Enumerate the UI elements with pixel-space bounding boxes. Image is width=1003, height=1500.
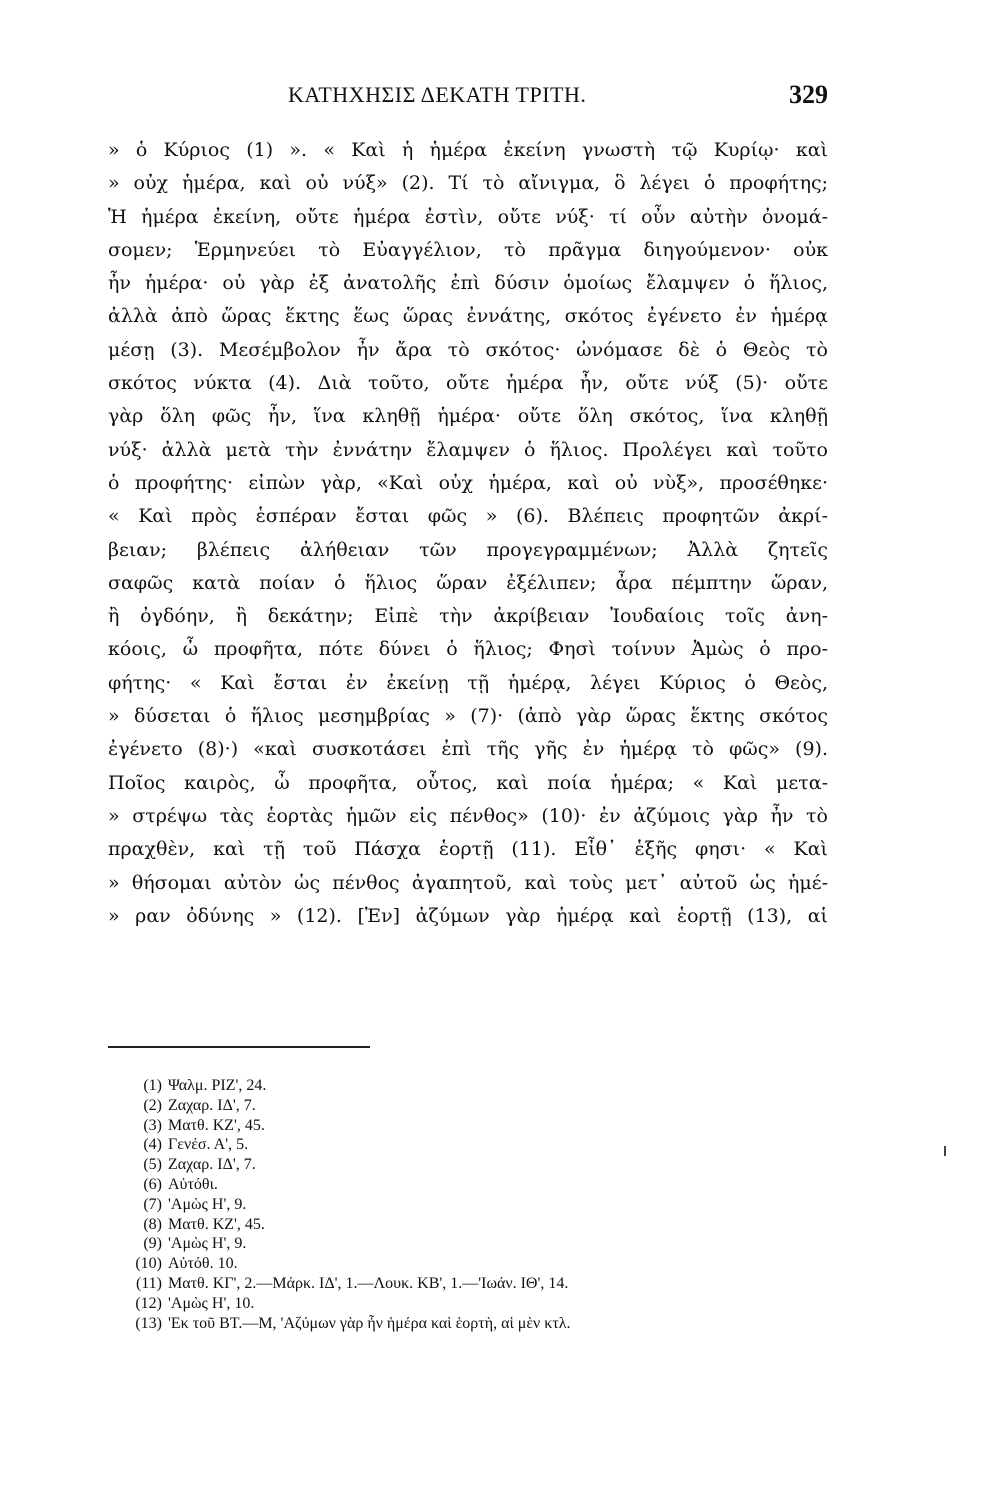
footnote [122,1274,802,1294]
footnote-text: Ζαχαρ. ΙΔ', 7. [168,1156,256,1174]
text-line: » ὁ Κύριος (1) ». « Καὶ ἡ ἡμέρα ἐκείνη γνωστὴ τῷ Κυρίῳ· καὶ [108,139,828,161]
footnote-number: (7) [143,1195,162,1213]
footnote [122,1135,802,1155]
main-text-block [108,134,828,933]
text-line: γὰρ ὅλη φῶς ἦν, ἵνα κληθῇ ἡμέρα· οὔτε ὅλη σκότος, ἵνα κληθῇ [108,405,828,428]
footnote-text: 'Αμὼς Η', 9. [168,1195,247,1213]
footnote-text: Αὐτόθι. [168,1175,218,1193]
footnote-text: Ματθ. ΚΓ', 2.—Μάρκ. ΙΔ', 1.—Λουκ. ΚΒ', 1.—'Ιωάν. ΙΘ', 14. [168,1274,569,1292]
text-line: ἀλλὰ ἀπὸ ὥρας ἕκτης ἕως ὥρας ἐννάτης, σκότος ἐγένετο ἐν ἡμέρᾳ [108,305,828,328]
footnote-number: (5) [143,1156,162,1174]
footnotes-block [122,1076,802,1333]
footnote [122,1234,802,1254]
footnote-number: (12) [135,1294,162,1312]
footnote-number: (4) [143,1136,162,1154]
footnote [122,1116,802,1136]
footnote-number: (3) [143,1116,162,1134]
footnote-number: (2) [143,1096,162,1114]
text-line: » στρέψω τὰς ἑορτὰς ἡμῶν εἰς πένθος» (10)· ἐν ἀζύμοις γὰρ ἦν τὸ [108,804,828,827]
text-line: » ραν ὀδύνης » (12). [Ἐν] ἀζύμων γὰρ ἡμέρᾳ καὶ ἑορτῇ (13), αἱ [108,904,828,927]
text-line: » δύσεται ὁ ἥλιος μεσημβρίας » (7)· (ἀπὸ γὰρ ὥρας ἕκτης σκότος [108,705,828,728]
footnote-text: Ματθ. ΚΖ', 45. [168,1116,265,1134]
text-line: κόοις, ὦ προφῆτα, πότε δύνει ὁ ἥλιος; Φησὶ τοίνυν Ἀμὼς ὁ προ- [108,638,828,661]
footnote-text: Γενέσ. Α', 5. [168,1136,249,1154]
footnote [122,1076,802,1096]
footnote-number: (1) [143,1077,162,1094]
footnote-text: 'Αμὼς Η', 9. [168,1235,247,1253]
footnote-separator-rule [108,1046,370,1048]
footnote [122,1254,802,1274]
footnote [122,1215,802,1235]
text-line: » θήσομαι αὐτὸν ὡς πένθος ἀγαπητοῦ, καὶ τοὺς μετ᾽ αὐτοῦ ὡς ἡμέ- [108,871,828,894]
footnote-text: Ζαχαρ. ΙΔ', 7. [168,1096,256,1114]
text-line: βειαν; βλέπεις ἀλήθειαν τῶν προγεγραμμένων; Ἀλλὰ ζητεῖς [108,538,828,561]
footnote [122,1314,802,1334]
text-line: μέσῃ (3). Μεσέμβολον ἦν ἄρα τὸ σκότος· ὠνόμασε δὲ ὁ Θεὸς τὸ [108,338,828,361]
footnote-text: Ματθ. ΚΖ', 45. [168,1215,265,1233]
footnote-text: Ψαλμ. ΡΙΖ', 24. [168,1077,267,1094]
margin-mark [944,1146,946,1156]
footnote-number: (10) [135,1255,162,1273]
text-line: ἢ ὀγδόην, ἢ δεκάτην; Εἰπὲ τὴν ἀκρίβειαν Ἰουδαίοις τοῖς ἀνη- [108,605,828,628]
text-line: σομεν; Ἑρμηνεύει τὸ Εὐαγγέλιον, τὸ πρᾶγμα διηγούμενον· οὐκ [108,238,828,261]
text-line: » οὐχ ἡμέρα, καὶ οὐ νύξ» (2). Τί τὸ αἴνιγμα, ὃ λέγει ὁ προφήτης; [108,172,828,195]
footnote-number: (6) [143,1175,162,1193]
footnote [122,1175,802,1195]
footnote-number: (11) [135,1274,162,1292]
footnote [122,1155,802,1175]
running-head: ΚΑΤΗΧΗΣΙΣ ΔΕΚΑΤΗ ΤΡΙΤΗ. [288,82,587,107]
text-line: Ἡ ἡμέρα ἐκείνη, οὔτε ἡμέρα ἐστὶν, οὔτε νύξ· τί οὖν αὐτὴν ὀνομά- [108,205,828,228]
text-line: ἦν ἡμέρα· οὐ γὰρ ἐξ ἀνατολῆς ἐπὶ δύσιν ὁμοίως ἔλαμψεν ὁ ἥλιος, [108,272,828,295]
text-line: ἐγένετο (8)·) «καὶ συσκοτάσει ἐπὶ τῆς γῆς ἐν ἡμέρᾳ τὸ φῶς» (9). [108,738,828,761]
text-line: σαφῶς κατὰ ποίαν ὁ ἥλιος ὥραν ἐξέλιπεν; ἆρα πέμπτην ὥραν, [108,571,828,594]
text-line: φήτης· « Καὶ ἔσται ἐν ἐκείνῃ τῇ ἡμέρᾳ, λέγει Κύριος ὁ Θεὸς, [108,671,828,694]
text-line: Ποῖος καιρὸς, ὦ προφῆτα, οὗτος, καὶ ποία ἡμέρα; « Καὶ μετα- [108,771,828,794]
footnote [122,1195,802,1215]
footnote-number: (8) [143,1215,162,1233]
page-header [108,82,828,116]
text-line: νύξ· ἀλλὰ μετὰ τὴν ἐννάτην ἔλαμψεν ὁ ἥλιος. Προλέγει καὶ τοῦτο [108,438,828,461]
footnote-number: (9) [143,1235,162,1253]
text-line: « Καὶ πρὸς ἑσπέραν ἔσται φῶς » (6). Βλέπεις προφητῶν ἀκρί- [108,505,828,528]
page-number: 329 [789,80,828,109]
footnote-text: 'Αμὼς Η', 10. [168,1294,255,1312]
footnote-number: (13) [135,1314,162,1332]
footnote-text: Αὐτόθ. 10. [168,1255,238,1273]
footnote [122,1096,802,1116]
text-line: πραχθὲν, καὶ τῇ τοῦ Πάσχα ἑορτῇ (11). Εἶθ᾽ ἑξῆς φησι· « Καὶ [108,838,828,861]
text-line: σκότος νύκτα (4). Διὰ τοῦτο, οὔτε ἡμέρα ἦν, οὔτε νύξ (5)· οὔτε [108,372,828,395]
text-line: ὁ προφήτης· εἰπὼν γὰρ, «Καὶ οὐχ ἡμέρα, καὶ οὐ νὺξ», προσέθηκε· [108,471,828,494]
footnote [122,1294,802,1314]
footnote-text: 'Εκ τοῦ ΒΤ.—Μ, 'Αζύμων γὰρ ἦν ἡμέρα καὶ ἑορτὴ, αἱ μὲν κτλ. [168,1314,571,1332]
